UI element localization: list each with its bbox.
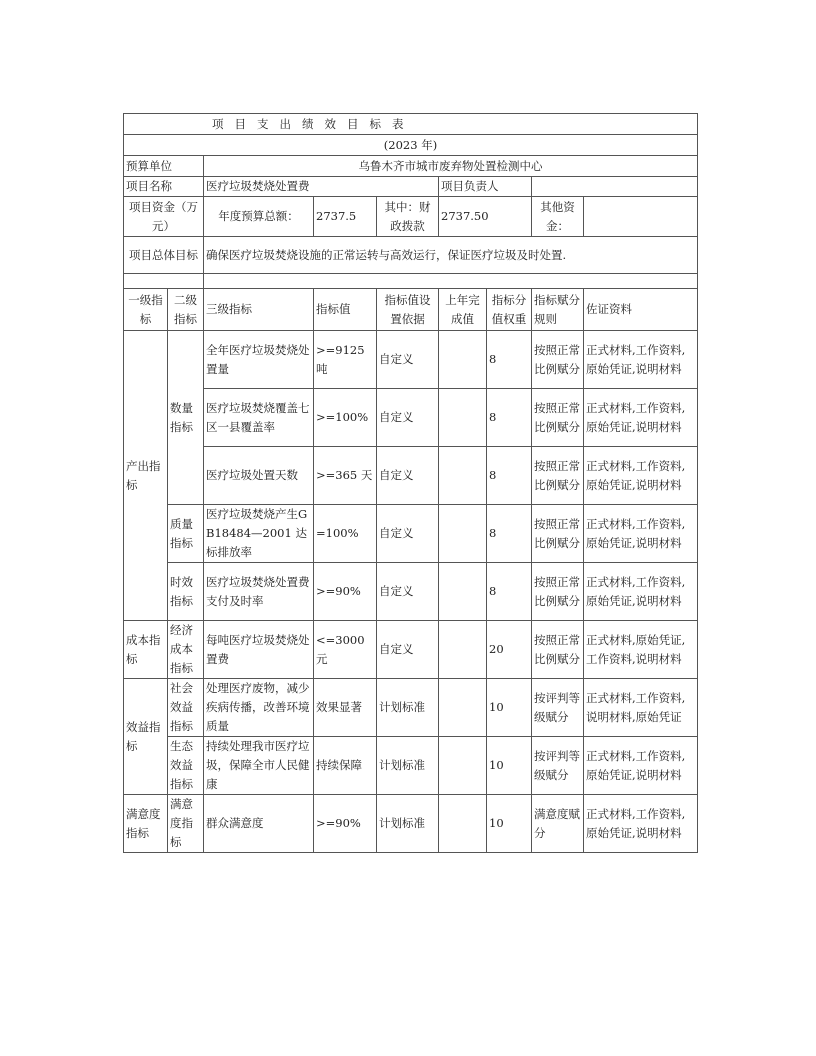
- header-level1: 一级指标: [124, 289, 168, 331]
- row-weight: 20: [487, 621, 532, 679]
- annual-budget-value: 2737.5: [314, 197, 377, 237]
- header-rule: 指标赋分规则: [532, 289, 584, 331]
- row-rule: 按照正常比例赋分: [532, 389, 584, 447]
- level1-cost: 成本指标: [124, 621, 168, 679]
- level2-economic-cost: 经济成本指标: [168, 621, 204, 679]
- row-weight: 8: [487, 331, 532, 389]
- row-evidence: 正式材料,工作资料,原始凭证,说明材料: [584, 737, 698, 795]
- row-evidence: 正式材料,工作资料,原始凭证,说明材料: [584, 505, 698, 563]
- table-row: [124, 447, 698, 505]
- project-owner-value: [532, 177, 698, 197]
- row-value: 效果显著: [314, 679, 377, 737]
- row-weight: 10: [487, 679, 532, 737]
- header-evidence: 佐证资料: [584, 289, 698, 331]
- budget-unit-label: 预算单位: [124, 156, 204, 177]
- row-value: <=3000 元: [314, 621, 377, 679]
- level2-satisfaction: 满意度指标: [168, 795, 204, 853]
- row-last: [439, 389, 487, 447]
- level2-quality: 质量指标: [168, 505, 204, 563]
- table-row: [124, 505, 698, 563]
- table-row: [124, 737, 698, 795]
- row-name: 全年医疗垃圾焚烧处置量: [204, 331, 314, 389]
- level2-quantity: 数量指标: [168, 331, 204, 505]
- row-basis: 计划标准: [377, 795, 439, 853]
- level1-output: 产出指标: [124, 331, 168, 621]
- row-basis: 自定义: [377, 447, 439, 505]
- row-basis: 自定义: [377, 331, 439, 389]
- row-weight: 8: [487, 447, 532, 505]
- year: (2023 年): [124, 135, 698, 156]
- project-owner-label: 项目负责人: [439, 177, 532, 197]
- budget-unit-value: 乌鲁木齐市城市废弃物处置检测中心: [204, 156, 698, 177]
- row-basis: 自定义: [377, 389, 439, 447]
- overall-goal-value: 确保医疗垃圾焚烧设施的正常运转与高效运行，保证医疗垃圾及时处置.: [204, 237, 698, 274]
- row-basis: 计划标准: [377, 679, 439, 737]
- row-name: 群众满意度: [204, 795, 314, 853]
- table-row: [124, 563, 698, 621]
- row-basis: 计划标准: [377, 737, 439, 795]
- row-value: >=9125 吨: [314, 331, 377, 389]
- level2-ecological-benefit: 生态效益指标: [168, 737, 204, 795]
- row-evidence: 正式材料,工作资料,原始凭证,说明材料: [584, 795, 698, 853]
- header-weight: 指标分值权重: [487, 289, 532, 331]
- table-row: [124, 389, 698, 447]
- row-evidence: 正式材料,工作资料,原始凭证,说明材料: [584, 331, 698, 389]
- level2-timeliness: 时效指标: [168, 563, 204, 621]
- row-name: 医疗垃圾焚烧覆盖七区一县覆盖率: [204, 389, 314, 447]
- row-last: [439, 563, 487, 621]
- row-evidence: 正式材料,工作资料,原始凭证,说明材料: [584, 563, 698, 621]
- row-last: [439, 737, 487, 795]
- other-funds-label: 其他资金：: [532, 197, 584, 237]
- header-level3: 三级指标: [204, 289, 314, 331]
- row-rule: 满意度赋分: [532, 795, 584, 853]
- row-value: >=90%: [314, 795, 377, 853]
- overall-goal-label: 项目总体目标: [124, 237, 204, 274]
- row-name: 医疗垃圾处置天数: [204, 447, 314, 505]
- table-row: [124, 331, 698, 389]
- fiscal-label: 其中：财政拨款: [377, 197, 439, 237]
- row-value: >=100%: [314, 389, 377, 447]
- row-weight: 8: [487, 389, 532, 447]
- row-weight: 10: [487, 737, 532, 795]
- row-name: 持续处理我市医疗垃圾，保障全市人民健康: [204, 737, 314, 795]
- row-rule: 按照正常比例赋分: [532, 447, 584, 505]
- annual-budget-label: 年度预算总额：: [204, 197, 314, 237]
- row-rule: 按评判等级赋分: [532, 737, 584, 795]
- row-value: =100%: [314, 505, 377, 563]
- row-weight: 10: [487, 795, 532, 853]
- level1-satisfaction: 满意度指标: [124, 795, 168, 853]
- table-row: [124, 679, 698, 737]
- table-row: [124, 795, 698, 853]
- level2-social-benefit: 社会效益指标: [168, 679, 204, 737]
- row-weight: 8: [487, 563, 532, 621]
- row-name: 每吨医疗垃圾焚烧处置费: [204, 621, 314, 679]
- row-evidence: 正式材料,工作资料,原始凭证,说明材料: [584, 447, 698, 505]
- header-level2: 二级指标: [168, 289, 204, 331]
- row-name: 处理医疗废物，减少疾病传播，改善环境质量: [204, 679, 314, 737]
- row-name: 医疗垃圾焚烧产生GB18484—2001 达标排放率: [204, 505, 314, 563]
- row-last: [439, 679, 487, 737]
- row-value: >=90%: [314, 563, 377, 621]
- header-last-year: 上年完成值: [439, 289, 487, 331]
- row-rule: 按照正常比例赋分: [532, 563, 584, 621]
- fiscal-value: 2737.50: [439, 197, 532, 237]
- table-title: 项目支出绩效目标表: [124, 114, 698, 135]
- row-basis: 自定义: [377, 505, 439, 563]
- spacer-cell: [204, 274, 698, 289]
- header-value: 指标值: [314, 289, 377, 331]
- row-rule: 按评判等级赋分: [532, 679, 584, 737]
- row-basis: 自定义: [377, 621, 439, 679]
- row-name: 医疗垃圾焚烧处置费支付及时率: [204, 563, 314, 621]
- spacer-cell: [124, 274, 204, 289]
- row-weight: 8: [487, 505, 532, 563]
- project-name-label: 项目名称: [124, 177, 204, 197]
- row-evidence: 正式材料,工作资料,说明材料,原始凭证: [584, 679, 698, 737]
- row-evidence: 正式材料,原始凭证,工作资料,说明材料: [584, 621, 698, 679]
- row-evidence: 正式材料,工作资料,原始凭证,说明材料: [584, 389, 698, 447]
- row-rule: 按照正常比例赋分: [532, 505, 584, 563]
- level1-benefit: 效益指标: [124, 679, 168, 795]
- performance-target-table: [123, 113, 698, 853]
- row-last: [439, 621, 487, 679]
- row-rule: 按照正常比例赋分: [532, 331, 584, 389]
- row-last: [439, 331, 487, 389]
- row-basis: 自定义: [377, 563, 439, 621]
- row-rule: 按照正常比例赋分: [532, 621, 584, 679]
- other-funds-value: [584, 197, 698, 237]
- funds-label: 项目资金（万元）: [124, 197, 204, 237]
- row-last: [439, 795, 487, 853]
- header-basis: 指标值设置依据: [377, 289, 439, 331]
- row-last: [439, 447, 487, 505]
- row-last: [439, 505, 487, 563]
- row-value: >=365 天: [314, 447, 377, 505]
- project-name-value: 医疗垃圾焚烧处置费: [204, 177, 439, 197]
- row-value: 持续保障: [314, 737, 377, 795]
- table-row: [124, 621, 698, 679]
